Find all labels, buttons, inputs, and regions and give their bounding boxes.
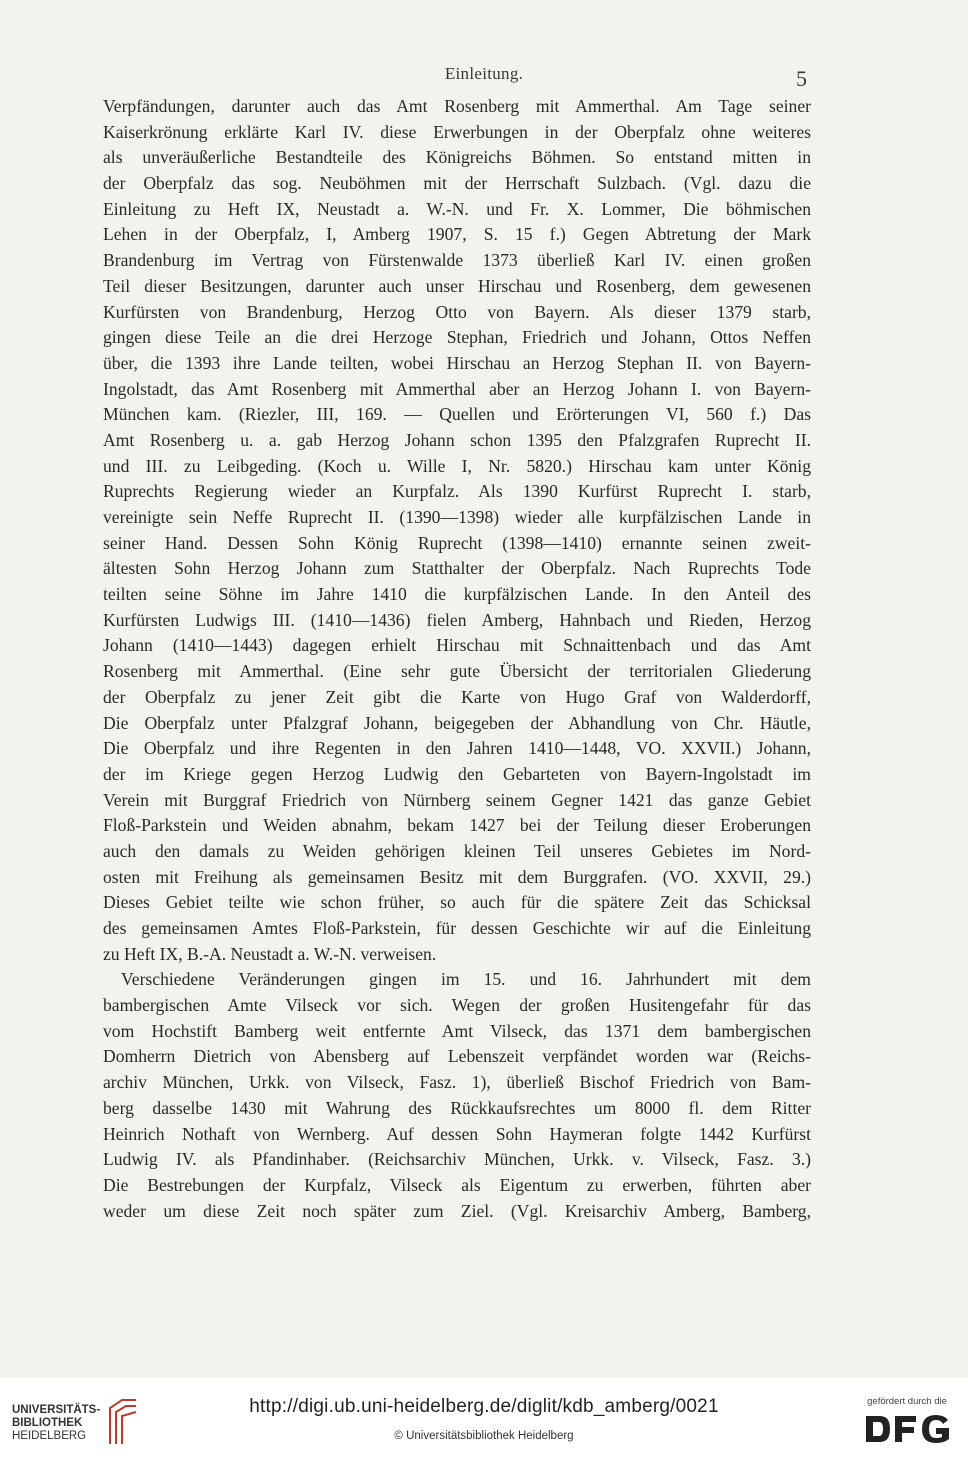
text-line: berg dasselbe 1430 mit Wahrung des Rückkaufsrechtes um 8000 fl. dem Ritter: [103, 1097, 811, 1118]
viewer-footer: [0, 1378, 968, 1458]
text-line: Kurfürsten von Brandenburg, Herzog Otto von Bayern. Als dieser 1379 starb,: [103, 301, 811, 322]
text-line: Amt Rosenberg u. a. gab Herzog Johann schon 1395 den Pfalzgrafen Ruprecht II.: [103, 429, 811, 450]
text-line: Die Oberpfalz unter Pfalzgraf Johann, beigegeben der Abhandlung von Chr. Häutle,: [103, 712, 811, 733]
text-line: Floß-Parkstein und Weiden abnahm, bekam 1427 bei der Teilung dieser Eroberungen: [103, 815, 811, 836]
text-line: über, die 1393 ihre Lande teilten, wobei Hirschau an Herzog Stephan II. von Bayern-: [103, 352, 811, 373]
text-line: der Oberpfalz zu jener Zeit gibt die Karte von Hugo Graf von Walderdorff,: [103, 686, 811, 707]
text-line: Verpfändungen, darunter auch das Amt Rosenberg mit Ammerthal. Am Tage seiner: [103, 96, 811, 116]
text-line: weder um diese Zeit noch später zum Ziel. (Vgl. Kreisarchiv Amberg, Bamberg,: [103, 1200, 811, 1221]
text-line: Ruprechts Regierung wieder an Kurpfalz. Als 1390 Kurfürst Ruprecht I. starb,: [103, 481, 811, 502]
text-line: Kurfürsten Ludwigs III. (1410—1436) fielen Amberg, Hahnbach und Rieden, Herzog: [103, 609, 811, 630]
text-line: Kaiserkrönung erklärte Karl IV. diese Erwerbungen in der Oberpfalz ohne weiteres: [103, 121, 811, 142]
text-line: der im Kriege gegen Herzog Ludwig den Gebarteten von Bayern-Ingolstadt im: [103, 763, 811, 784]
text-line: vom Hochstift Bamberg weit entfernte Amt Vilseck, das 1371 dem bambergischen: [103, 1020, 811, 1041]
text-line: Lehen in der Oberpfalz, I, Amberg 1907, S. 15 f.) Gegen Abtretung der Mark: [103, 224, 811, 245]
text-line: Rosenberg mit Ammerthal. (Eine sehr gute Übersicht der territorialen Gliederung: [103, 661, 811, 682]
text-line: Domherrn Dietrich von Abensberg auf Lebenszeit verpfändet worden war (Reichs-: [103, 1046, 811, 1067]
text-line: Die Oberpfalz und ihre Regenten in den Jahren 1410—1448, VO. XXVII.) Johann,: [103, 738, 811, 759]
text-line: Johann (1410—1443) dagegen erhielt Hirschau mit Schnaittenbach und das Amt: [103, 635, 811, 656]
text-line: und III. zu Leibgeding. (Koch u. Wille I, Nr. 5820.) Hirschau kam unter König: [103, 455, 811, 476]
copyright-notice: © Universitätsbibliothek Heidelberg: [394, 1430, 574, 1442]
text-line: Verschiedene Veränderungen gingen im 15. und 16. Jahrhundert mit dem: [121, 969, 811, 990]
text-line: bambergischen Amte Vilseck vor sich. Wegen der großen Husitengefahr für das: [103, 995, 811, 1016]
body-text: [103, 94, 811, 1224]
text-line: auch den damals zu Weiden gehörigen kleinen Teil unseres Gebietes im Nord-: [103, 840, 811, 861]
page-number: 5: [796, 66, 807, 91]
text-line: vereinigte sein Neffe Ruprecht II. (1390—1398) wieder alle kurpfälzischen Lande in: [103, 507, 811, 527]
text-line: Ludwig IV. als Pfandinhaber. (Reichsarchiv München, Urkk. v. Vilseck, Fasz. 3.): [103, 1149, 811, 1170]
text-line: München kam. (Riezler, III, 169. — Quellen und Erörterungen VI, 560 f.) Das: [103, 404, 811, 425]
dfg-caption: gefördert durch die: [867, 1396, 947, 1407]
ub-name-line-1: UNIVERSITÄTS-: [12, 1404, 101, 1416]
dfg-wordmark-icon: [862, 1412, 952, 1446]
text-line: des gemeinsamen Amtes Floß-Parkstein, für dessen Geschichte wir auf die Einleitung: [103, 918, 811, 938]
dfg-logo[interactable]: [860, 1396, 954, 1448]
ub-name-line-2: BIBLIOTHEK: [12, 1417, 83, 1429]
text-line: als unveräußerliche Bestandteile des Königreichs Böhmen. So entstand mitten in: [103, 147, 811, 168]
text-line: ältesten Sohn Herzog Johann zum Statthalter der Oberpfalz. Nach Ruprechts Tode: [103, 558, 811, 579]
text-line: Heinrich Nothaft von Wernberg. Auf dessen Sohn Haymeran folgte 1442 Kurfürst: [103, 1123, 811, 1144]
text-line: Dieses Gebiet teilte wie schon früher, so auch für die spätere Zeit das Schicksal: [103, 892, 811, 913]
text-line: seiner Hand. Dessen Sohn König Ruprecht (1398—1410) ernannte seinen zweit-: [103, 532, 811, 553]
text-line: Die Bestrebungen der Kurpfalz, Vilseck als Eigentum zu erwerben, führten aber: [103, 1174, 811, 1195]
running-title: Einleitung.: [444, 64, 524, 83]
text-line: gingen diese Teile an die drei Herzoge Stephan, Friedrich und Johann, Ottos Neffen: [103, 327, 811, 348]
permalink-url[interactable]: http://digi.ub.uni-heidelberg.de/diglit/kdb_amberg/0021: [249, 1396, 719, 1417]
text-line: Verein mit Burggraf Friedrich von Nürnberg seinem Gegner 1421 das ganze Gebiet: [103, 789, 811, 810]
text-line: der Oberpfalz das sog. Neuböhmen mit der Herrschaft Sulzbach. (Vgl. dazu die: [103, 173, 811, 194]
ub-city: HEIDELBERG: [12, 1430, 87, 1442]
text-line: zu Heft IX, B.-A. Neustadt a. W.-N. verweisen.: [103, 943, 437, 964]
text-line: Teil dieser Besitzungen, darunter auch unser Hirschau und Rosenberg, dem gewesenen: [103, 275, 811, 296]
text-line: Einleitung zu Heft IX, Neustadt a. W.-N. und Fr. X. Lommer, Die böhmischen: [103, 198, 811, 219]
text-line: Ingolstadt, das Amt Rosenberg mit Ammerthal aber an Herzog Johann I. von Bayern-: [103, 378, 811, 399]
text-line: teilten seine Söhne im Jahre 1410 die kurpfälzischen Lande. In den Anteil des: [103, 584, 811, 605]
text-line: archiv München, Urkk. von Vilseck, Fasz. 1), überließ Bischof Friedrich von Bam-: [103, 1072, 811, 1093]
text-line: osten mit Freihung als gemeinsamen Besitz mit dem Burggrafen. (VO. XXVII, 29.): [103, 866, 811, 887]
text-line: Brandenburg im Vertrag von Fürstenwalde 1373 überließ Karl IV. einen großen: [103, 250, 811, 271]
